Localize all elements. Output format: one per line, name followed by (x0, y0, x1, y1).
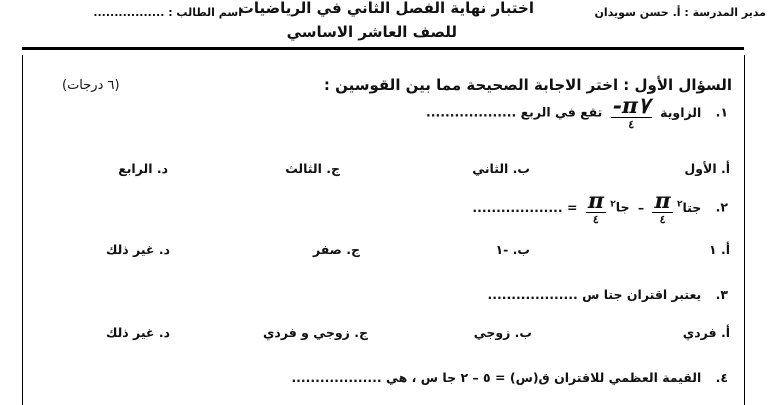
option-c: ج. زوجي و فردي (262, 325, 368, 340)
item-4-stem (291, 370, 728, 385)
item-text: جا (615, 199, 630, 215)
student-name-field: اسم الطالب : ................. (93, 6, 242, 19)
item-text: جتا (682, 199, 702, 215)
option-d: د. غير ذلك (105, 242, 170, 257)
fraction (611, 95, 652, 131)
fraction-numerator: π٧- (612, 93, 650, 119)
item-1-stem (426, 95, 728, 131)
item-number: ٤. (715, 370, 728, 385)
fraction-denominator: ٤ (659, 213, 666, 226)
item-text: = ................... (472, 199, 578, 215)
fraction-numerator: π (587, 188, 604, 214)
option-a: أ. الأول (684, 161, 730, 176)
fraction (586, 190, 606, 226)
option-b: ب. الثاني (472, 161, 530, 176)
item-2-stem (472, 190, 728, 226)
option-b: ب. زوجي (473, 325, 532, 340)
option-d: د. الرابع (118, 161, 168, 176)
item-text: الزاوية (660, 104, 702, 120)
option-b: ب. -١ (495, 242, 530, 257)
exam-title: اختبار نهاية الفصل الثاني في الرياضيات (238, 0, 534, 17)
item-text: يعتبر اقتران جتا س ................... (487, 287, 702, 302)
option-c: ج. الثالث (285, 161, 340, 176)
item-number: ١. (715, 104, 728, 120)
question-marks: (٦ درجات) (62, 78, 120, 93)
principal-name: مدير المدرسة : أ. حسن سويدان (594, 6, 766, 19)
minus-sign: – (637, 199, 645, 215)
option-a: أ. ١ (708, 242, 730, 257)
question-title: السؤال الأول : اختر الاجابة الصحيحة مما بين القوسين : (323, 76, 732, 94)
superscript: ٢ (610, 199, 616, 210)
fraction-numerator: π (654, 188, 671, 214)
item-number: ٣. (715, 287, 728, 302)
item-3-stem (488, 287, 728, 302)
header-divider (22, 47, 744, 50)
option-d: د. غير ذلك (105, 325, 170, 340)
item-number: ٢. (715, 199, 728, 215)
item-text: القيمة العظمي للاقتران ق(س) = ٥ – ٢ جا س ، هي ................... (291, 370, 702, 385)
option-c: ج. صفر (313, 242, 360, 257)
fraction-denominator: ٤ (592, 213, 599, 226)
right-border (744, 55, 745, 405)
superscript: ٢ (676, 199, 683, 210)
left-border (22, 55, 23, 405)
fraction-denominator: ٤ (628, 118, 635, 131)
item-text: تقع في الربع ................... (426, 104, 603, 120)
option-a: أ. فردي (682, 325, 730, 340)
exam-subtitle: للصف العاشر الاساسي (286, 23, 457, 41)
fraction (652, 190, 672, 226)
